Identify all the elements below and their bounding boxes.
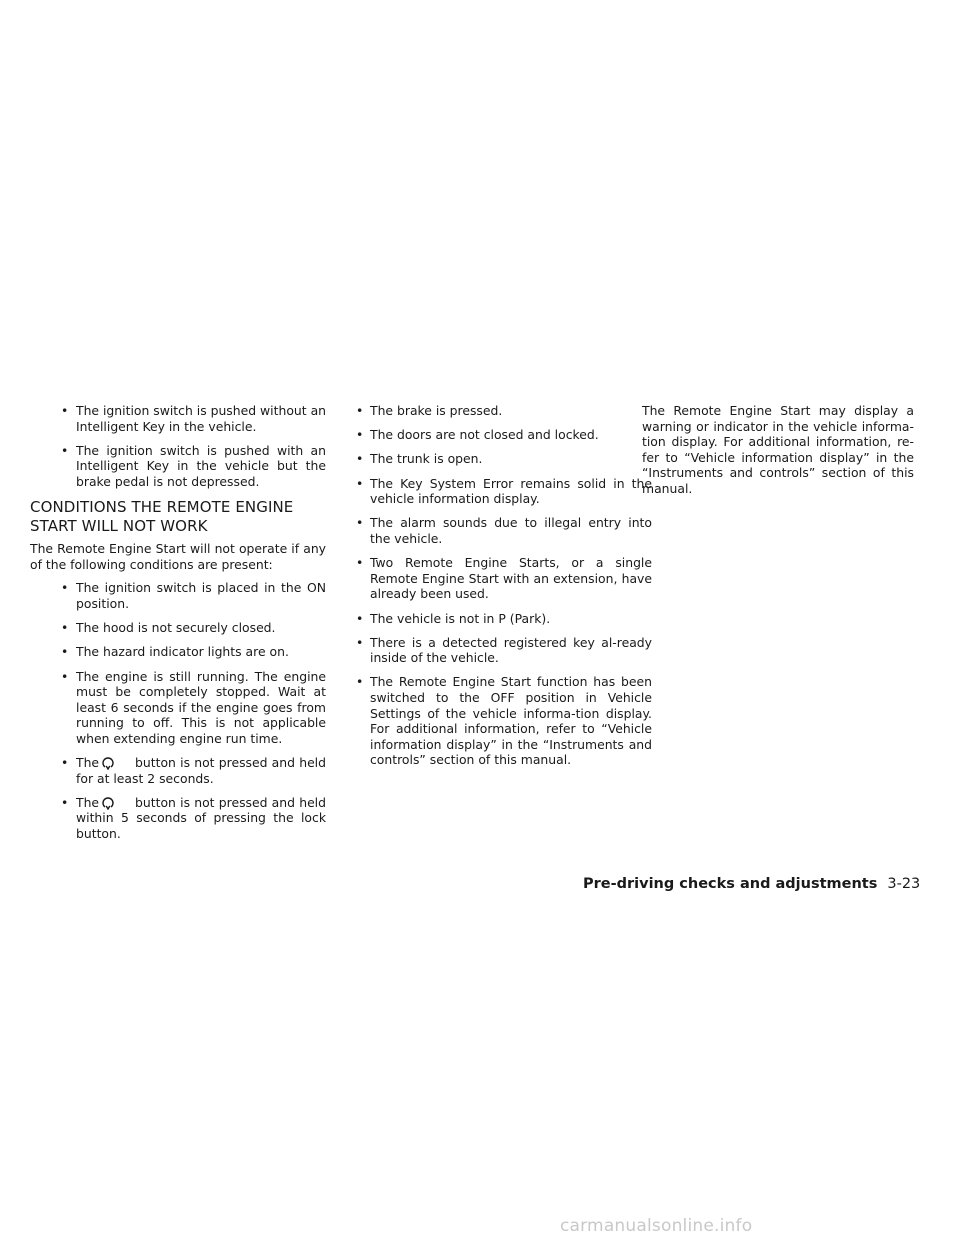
- list-item: • The ignition switch is pushed without an Intelligent Key in the vehicle.: [30, 403, 326, 434]
- page-footer: [583, 876, 920, 892]
- column-right: [642, 403, 914, 505]
- list-item: • The vehicle is not in P (Park).: [356, 611, 652, 627]
- list-item-text: The: [76, 755, 100, 771]
- page-number: 3-23: [887, 876, 921, 892]
- section-heading: CONDITIONS THE REMOTE ENGINE START WILL NOT WORK: [30, 498, 294, 536]
- list-item: • The hood is not securely closed.: [30, 620, 326, 636]
- list-item-text: button is not pressed and held within 5 seconds of pressing the lock button.: [76, 794, 326, 842]
- note-paragraph: The Remote Engine Start may display a warning or indicator in the vehicle informa-tion display. For additional information, re-fer to “Vehicle information display” in the “Instruments and controls” section of this manual.: [642, 403, 914, 496]
- list-item: • The hazard indicator lights are on.: [30, 644, 326, 660]
- column-middle: [356, 403, 652, 777]
- list-item: • The ignition switch is placed in the ON position.: [30, 580, 326, 611]
- list-item: • The brake is pressed.: [356, 403, 652, 419]
- list-item: [30, 795, 326, 842]
- list-item: • The trunk is open.: [356, 451, 652, 467]
- list-item-text: button is not pressed and held for at least 2 seconds.: [76, 755, 326, 786]
- remote-start-icon: [99, 796, 135, 810]
- list-item-text: The: [76, 794, 100, 810]
- remote-start-icon: [99, 756, 135, 770]
- intro-paragraph: The Remote Engine Start will not operate if any of the following conditions are present:: [30, 541, 326, 572]
- list-item: [30, 755, 326, 786]
- list-item: • The engine is still running. The engine must be completely stopped. Wait at least 6 seconds if the engine goes from running to off. This is not applicable when extending engine run time.: [30, 669, 326, 747]
- list-item: • The ignition switch is pushed with an Intelligent Key in the vehicle but the brake pedal is not depressed.: [30, 443, 326, 490]
- list-item: • The Remote Engine Start function has been switched to the OFF position in Vehicle Settings of the vehicle informa-tion display. For additional information, refer to “Vehicle information display” in the “Instruments and controls” section of this manual.: [356, 674, 652, 768]
- list-item: • There is a detected registered key al-ready inside of the vehicle.: [356, 635, 652, 666]
- section-title: Pre-driving checks and adjustments: [583, 876, 878, 892]
- column-left: [30, 403, 326, 850]
- list-item: • The Key System Error remains solid in the vehicle information display.: [356, 476, 652, 507]
- list-item: • Two Remote Engine Starts, or a single Remote Engine Start with an extension, have already been used.: [356, 555, 652, 602]
- list-item: • The doors are not closed and locked.: [356, 427, 652, 443]
- watermark: carmanualsonline.info: [560, 1216, 753, 1236]
- list-item: • The alarm sounds due to illegal entry into the vehicle.: [356, 515, 652, 546]
